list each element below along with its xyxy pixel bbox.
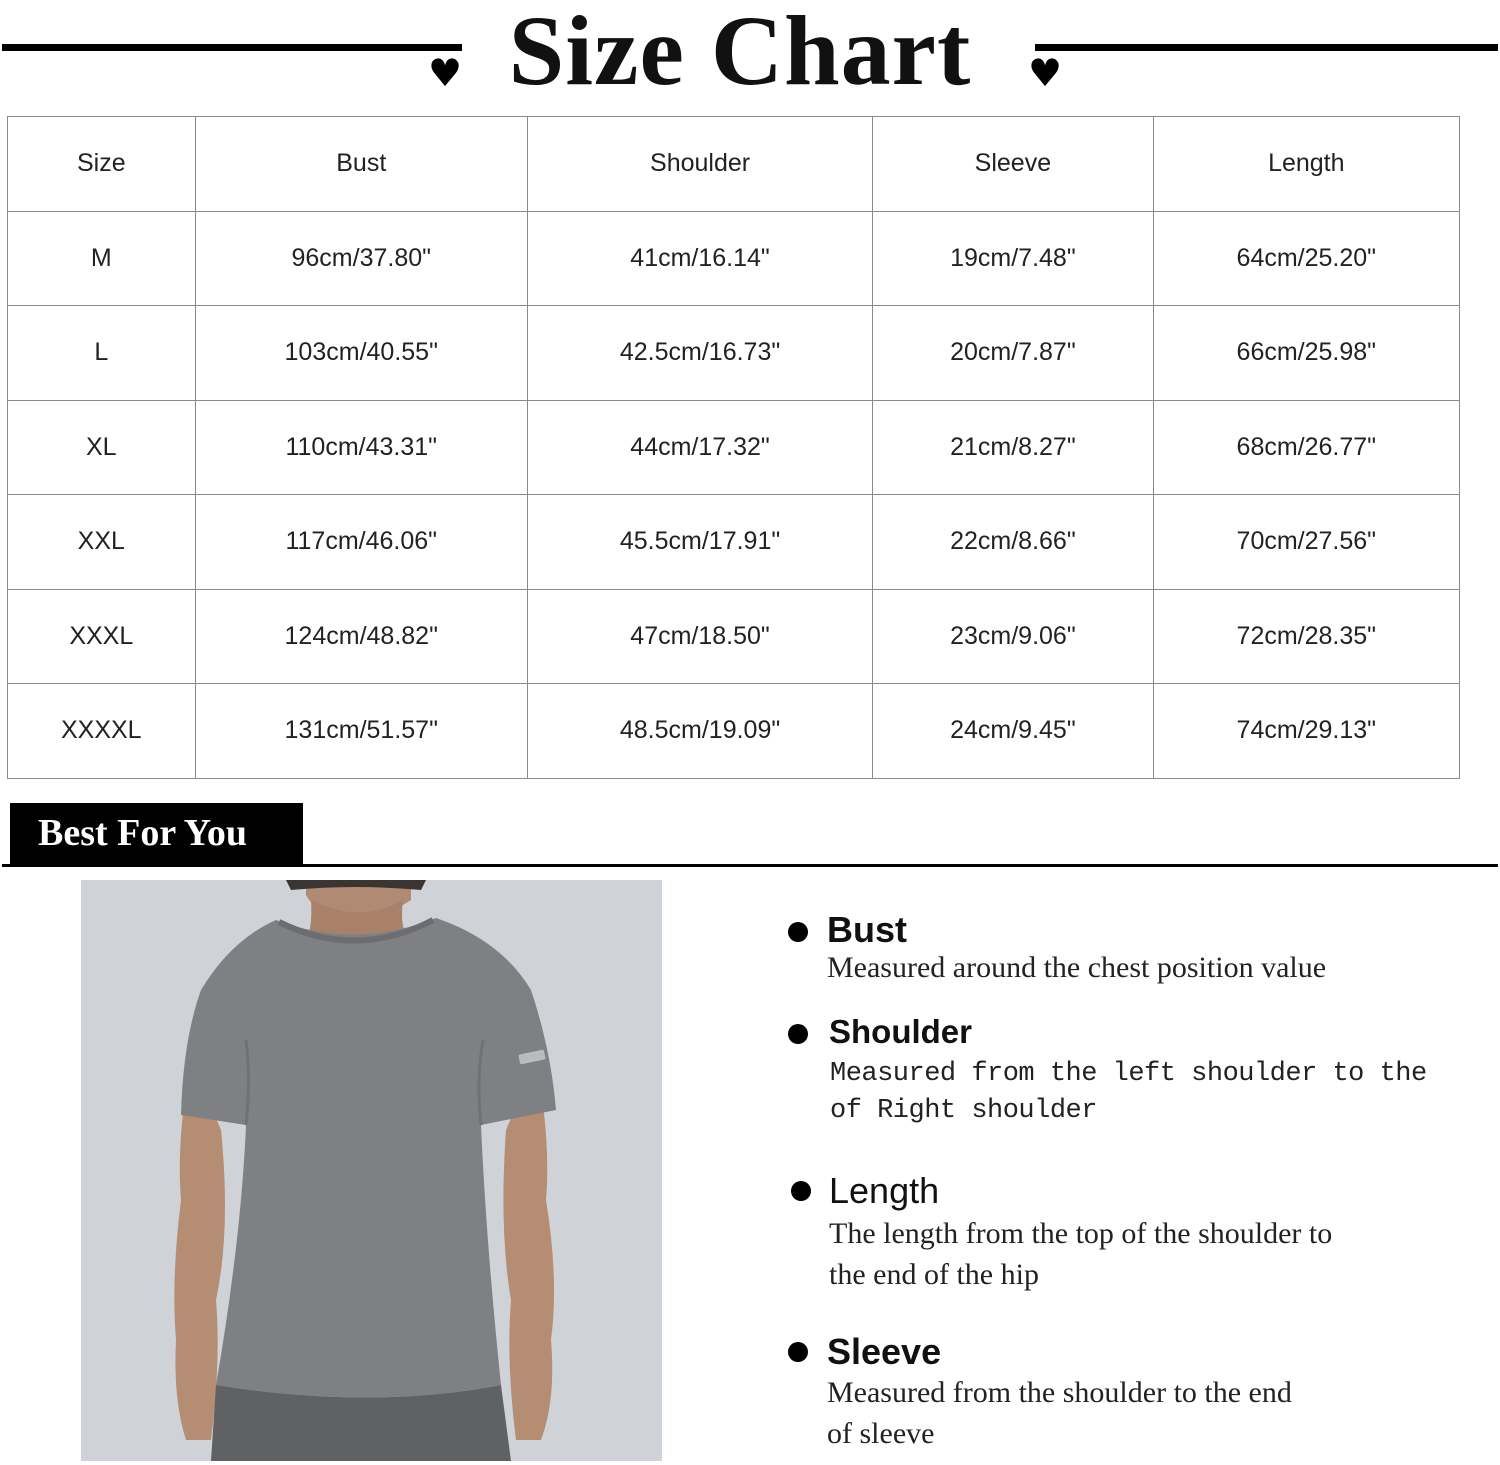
cell-shoulder: 41cm/16.14" xyxy=(527,211,872,306)
cell-shoulder: 47cm/18.50" xyxy=(527,589,872,684)
header-sleeve: Sleeve xyxy=(873,117,1153,212)
cell-shoulder: 45.5cm/17.91" xyxy=(527,495,872,590)
measure-sleeve-desc-2: of sleeve xyxy=(827,1417,935,1450)
measure-sleeve-title: Sleeve xyxy=(827,1331,942,1372)
table-row xyxy=(8,400,1460,495)
bullet-icon xyxy=(788,922,808,942)
cell-sleeve: 24cm/9.45" xyxy=(873,684,1153,779)
cell-sleeve: 23cm/9.06" xyxy=(873,589,1153,684)
cell-size: L xyxy=(8,306,196,401)
cell-bust: 103cm/40.55" xyxy=(195,306,527,401)
banner-rule xyxy=(2,864,1498,867)
table-row xyxy=(8,306,1460,401)
cell-bust: 117cm/46.06" xyxy=(195,495,527,590)
header-length: Length xyxy=(1153,117,1459,212)
cell-length: 72cm/28.35" xyxy=(1153,589,1459,684)
cell-size: M xyxy=(8,211,196,306)
best-for-you-banner: Best For You xyxy=(10,803,303,864)
cell-size: XXXXL xyxy=(8,684,196,779)
page-title: Size Chart xyxy=(508,0,972,106)
tshirt-model-illustration xyxy=(81,880,662,1461)
bullet-icon xyxy=(791,1181,811,1201)
table-header-row xyxy=(8,117,1460,212)
header-size: Size xyxy=(8,117,196,212)
cell-length: 68cm/26.77" xyxy=(1153,400,1459,495)
cell-bust: 131cm/51.57" xyxy=(195,684,527,779)
heart-icon: ♥ xyxy=(428,51,463,95)
cell-sleeve: 19cm/7.48" xyxy=(873,211,1153,306)
cell-length: 70cm/27.56" xyxy=(1153,495,1459,590)
cell-length: 64cm/25.20" xyxy=(1153,211,1459,306)
measure-length-desc-2: the end of the hip xyxy=(829,1258,1039,1291)
measure-shoulder-desc-2: of Right shoulder xyxy=(830,1096,1097,1126)
table-row xyxy=(8,495,1460,590)
bullet-icon xyxy=(788,1342,808,1362)
title-rule-right xyxy=(1035,44,1498,51)
cell-size: XXXL xyxy=(8,589,196,684)
measure-bust-desc: Measured around the chest position value xyxy=(827,951,1327,984)
table-row xyxy=(8,211,1460,306)
header-bust: Bust xyxy=(195,117,527,212)
cell-length: 74cm/29.13" xyxy=(1153,684,1459,779)
measure-bust-title: Bust xyxy=(827,909,907,950)
cell-sleeve: 20cm/7.87" xyxy=(873,306,1153,401)
bullet-icon xyxy=(788,1024,808,1044)
cell-sleeve: 22cm/8.66" xyxy=(873,495,1153,590)
size-table xyxy=(7,116,1460,779)
cell-bust: 96cm/37.80" xyxy=(195,211,527,306)
header-shoulder: Shoulder xyxy=(527,117,872,212)
measure-length-title: Length xyxy=(829,1170,940,1211)
title-header xyxy=(0,0,1500,105)
table-row xyxy=(8,684,1460,779)
measure-length-desc-1: The length from the top of the shoulder to xyxy=(829,1217,1333,1250)
title-rule-left xyxy=(2,44,462,51)
measure-shoulder-title: Shoulder xyxy=(829,1013,973,1050)
cell-length: 66cm/25.98" xyxy=(1153,306,1459,401)
product-photo xyxy=(81,880,662,1461)
table-row xyxy=(8,589,1460,684)
measure-sleeve-desc-1: Measured from the shoulder to the end xyxy=(827,1376,1292,1409)
cell-shoulder: 42.5cm/16.73" xyxy=(527,306,872,401)
cell-bust: 110cm/43.31" xyxy=(195,400,527,495)
measure-shoulder-desc-1: Measured from the left shoulder to the xyxy=(830,1059,1427,1089)
cell-size: XXL xyxy=(8,495,196,590)
cell-shoulder: 44cm/17.32" xyxy=(527,400,872,495)
cell-bust: 124cm/48.82" xyxy=(195,589,527,684)
cell-size: XL xyxy=(8,400,196,495)
cell-sleeve: 21cm/8.27" xyxy=(873,400,1153,495)
cell-shoulder: 48.5cm/19.09" xyxy=(527,684,872,779)
heart-icon: ♥ xyxy=(1028,51,1063,95)
